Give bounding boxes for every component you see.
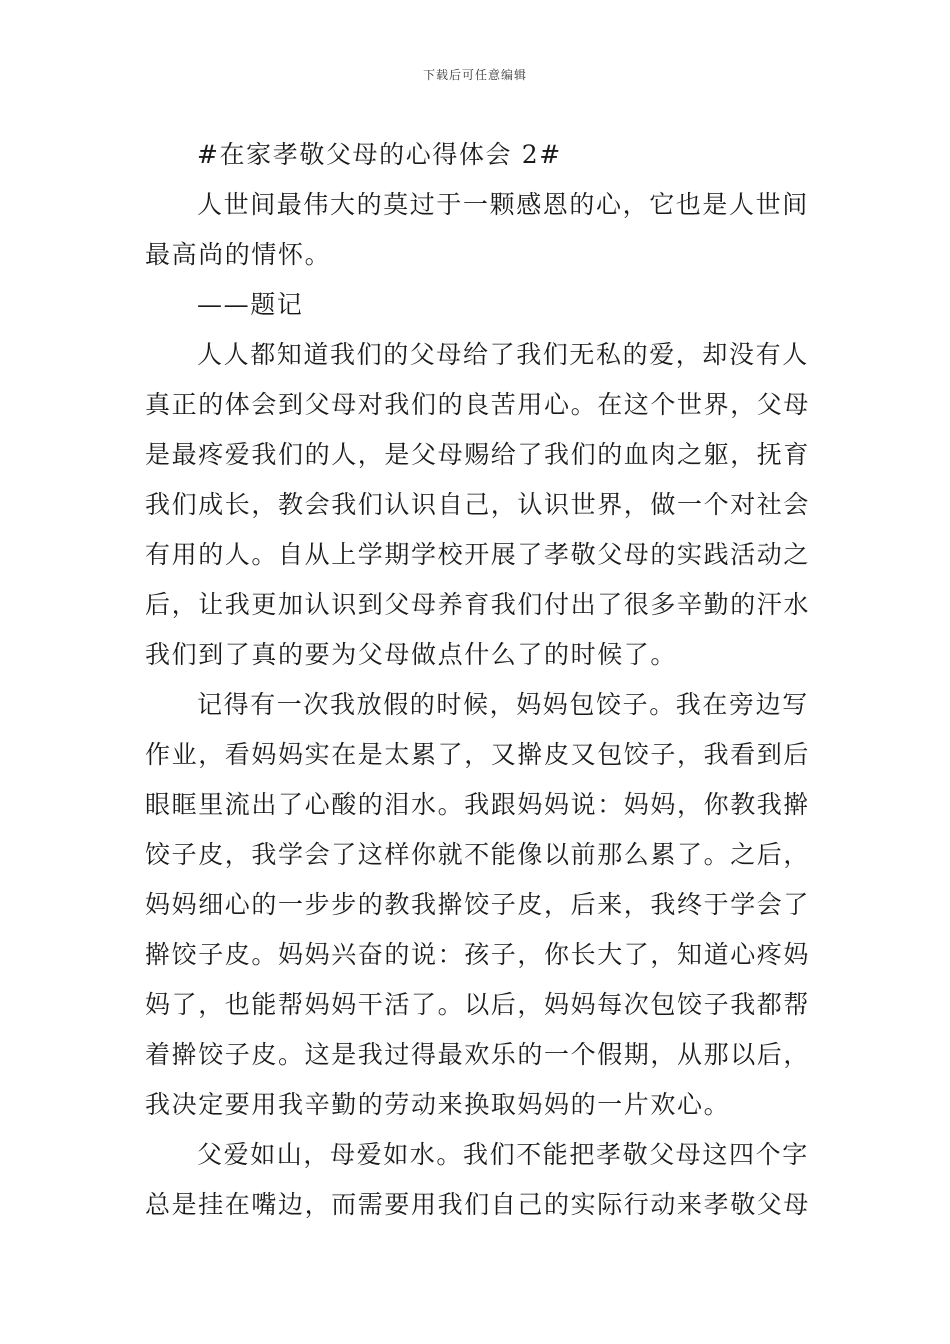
paragraph-line: 我们成长，教会我们认识自己，认识世界，做一个对社会 <box>145 490 811 519</box>
paragraph-line: 我决定要用我辛勤的劳动来换取妈妈的一片欢心。 <box>145 1090 731 1119</box>
paragraph-line: 有用的人。自从上学期学校开展了孝敬父母的实践活动之 <box>145 540 811 569</box>
paragraph-line: 妈妈细心的一步步的教我擀饺子皮，后来，我终于学会了 <box>145 890 811 919</box>
paragraph-line: 饺子皮，我学会了这样你就不能像以前那么累了。之后， <box>145 840 811 869</box>
header-note: 下载后可任意编辑 <box>422 68 527 82</box>
paragraph-line: 后，让我更加认识到父母养育我们付出了很多辛勤的汗水 <box>145 590 811 619</box>
paragraph-line: 眼眶里流出了心酸的泪水。我跟妈妈说：妈妈，你教我擀 <box>145 790 811 819</box>
paragraph-line: 人人都知道我们的父母给了我们无私的爱，却没有人 <box>197 340 809 369</box>
paragraph-line: 记得有一次我放假的时候，妈妈包饺子。我在旁边写 <box>197 690 809 719</box>
paragraph-line: 真正的体会到父母对我们的良苦用心。在这个世界，父母 <box>145 390 811 419</box>
paragraph-line: 总是挂在嘴边，而需要用我们自己的实际行动来孝敬父母 <box>145 1190 811 1219</box>
epigraph-line: 人世间最伟大的莫过于一颗感恩的心，它也是人世间 <box>197 190 809 219</box>
paragraph-line: 我们到了真的要为父母做点什么了的时候了。 <box>145 640 678 669</box>
paragraph-line: 妈了，也能帮妈妈干活了。以后，妈妈每次包饺子我都帮 <box>145 990 811 1019</box>
paragraph-line: 是最疼爱我们的人，是父母赐给了我们的血肉之躯，抚育 <box>145 440 811 469</box>
paragraph-line: 父爱如山，母爱如水。我们不能把孝敬父母这四个字 <box>197 1140 809 1169</box>
document-body <box>145 130 809 1230</box>
epigraph-attribution: ——题记 <box>197 290 304 319</box>
section-title: #在家孝敬父母的心得体会 2# <box>197 140 562 169</box>
paragraph-line: 擀饺子皮。妈妈兴奋的说：孩子，你长大了，知道心疼妈 <box>145 940 811 969</box>
paragraph-line: 着擀饺子皮。这是我过得最欢乐的一个假期，从那以后， <box>145 1040 811 1069</box>
epigraph-line: 最高尚的情怀。 <box>145 240 332 269</box>
paragraph-line: 作业，看妈妈实在是太累了，又擀皮又包饺子，我看到后 <box>145 740 811 769</box>
